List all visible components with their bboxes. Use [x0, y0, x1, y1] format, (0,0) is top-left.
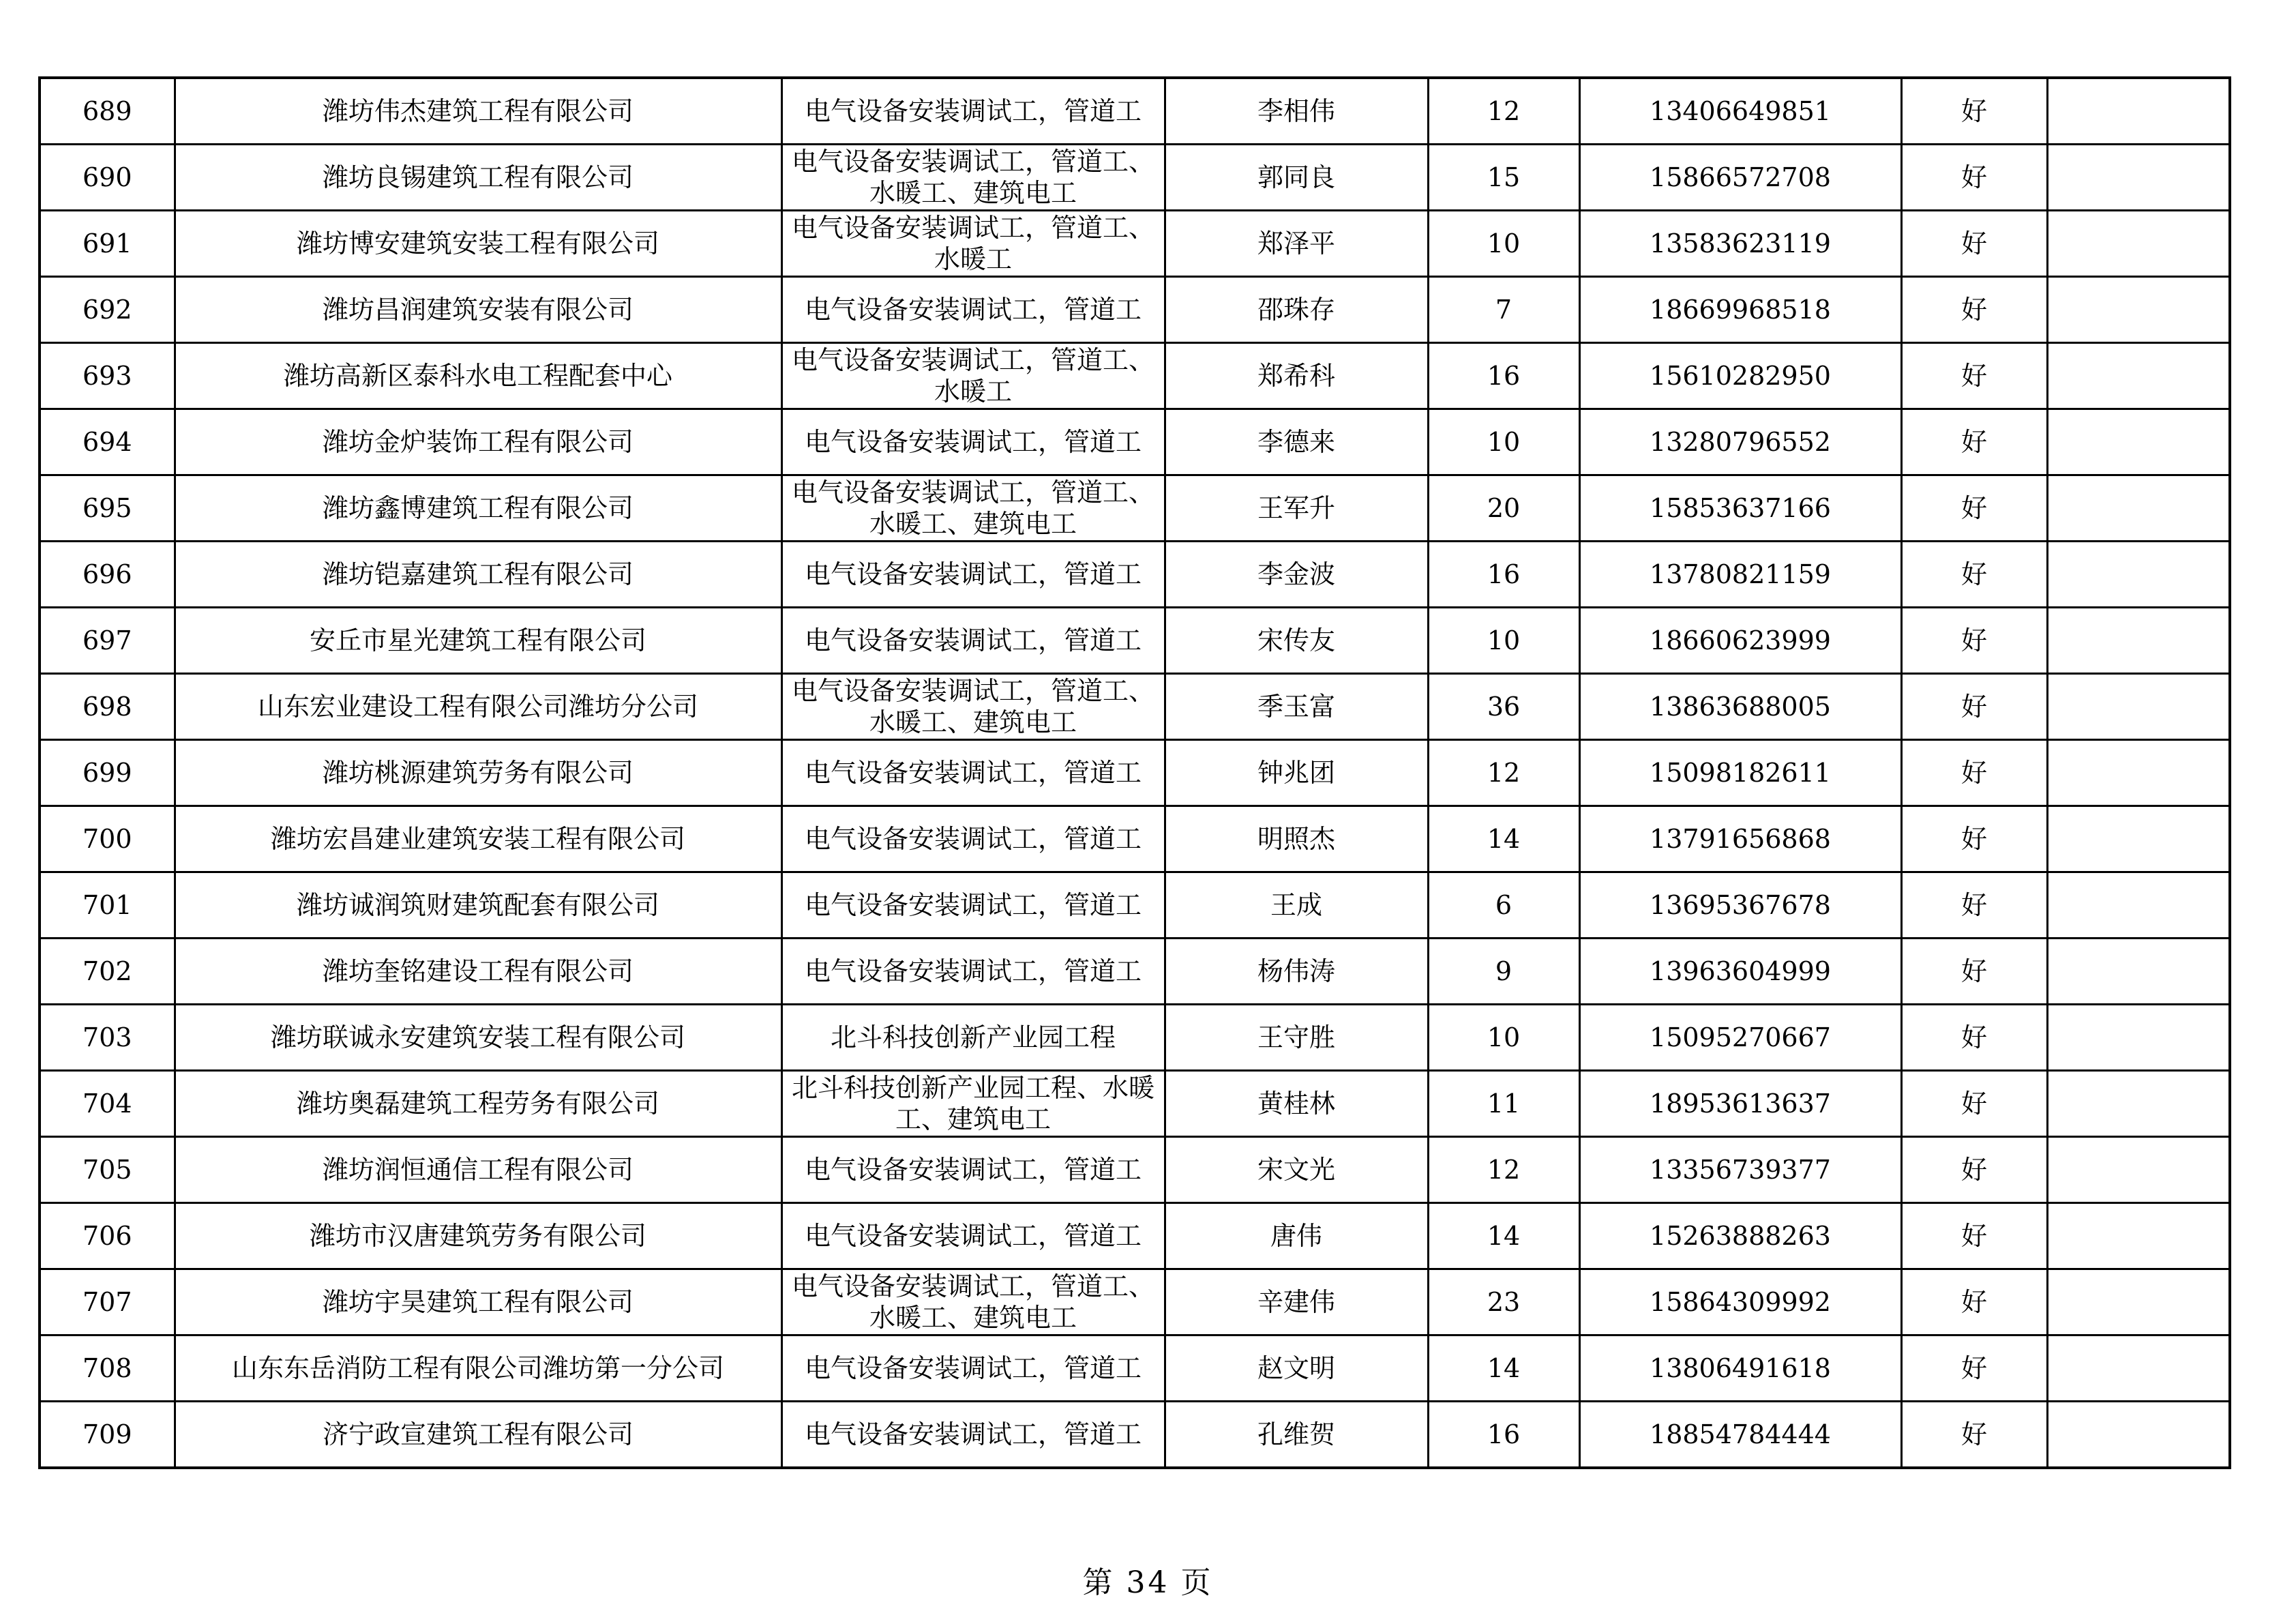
cell-count: 16 [1428, 542, 1579, 608]
cell-trade: 电气设备安装调试工，管道工 [781, 1335, 1165, 1402]
cell-trade: 电气设备安装调试工，管道工 [781, 939, 1165, 1005]
cell-trade: 电气设备安装调试工，管道工、水暖工 [781, 211, 1165, 277]
table-row [40, 1203, 2230, 1269]
table-row [40, 542, 2230, 608]
cell-phone: 13356739377 [1579, 1137, 1901, 1203]
cell-evaluation: 好 [1901, 806, 2047, 872]
cell-trade: 电气设备安装调试工，管道工 [781, 78, 1165, 145]
table-row [40, 608, 2230, 674]
cell-trade: 电气设备安装调试工，管道工 [781, 409, 1165, 475]
cell-company: 潍坊润恒通信工程有限公司 [175, 1137, 781, 1203]
cell-contact: 唐伟 [1165, 1203, 1428, 1269]
cell-evaluation: 好 [1901, 542, 2047, 608]
cell-number: 691 [40, 211, 175, 277]
page-footer-prefix: 第 [1082, 1565, 1116, 1600]
table-row [40, 475, 2230, 542]
cell-count: 36 [1428, 674, 1579, 740]
cell-company: 安丘市星光建筑工程有限公司 [175, 608, 781, 674]
cell-evaluation: 好 [1901, 740, 2047, 806]
cell-phone: 15864309992 [1579, 1269, 1901, 1335]
cell-contact: 郭同良 [1165, 145, 1428, 211]
cell-note [2047, 542, 2230, 608]
cell-evaluation: 好 [1901, 608, 2047, 674]
cell-number: 692 [40, 277, 175, 343]
cell-count: 14 [1428, 1203, 1579, 1269]
cell-company: 潍坊昌润建筑安装有限公司 [175, 277, 781, 343]
cell-note [2047, 78, 2230, 145]
cell-company: 潍坊诚润筑财建筑配套有限公司 [175, 872, 781, 939]
cell-count: 12 [1428, 1137, 1579, 1203]
cell-number: 704 [40, 1071, 175, 1137]
table-row [40, 872, 2230, 939]
cell-count: 10 [1428, 1005, 1579, 1071]
cell-phone: 13963604999 [1579, 939, 1901, 1005]
cell-contact: 王成 [1165, 872, 1428, 939]
cell-contact: 黄桂林 [1165, 1071, 1428, 1137]
table-row [40, 1402, 2230, 1468]
cell-phone: 15853637166 [1579, 475, 1901, 542]
cell-number: 707 [40, 1269, 175, 1335]
cell-phone: 18854784444 [1579, 1402, 1901, 1468]
cell-number: 702 [40, 939, 175, 1005]
table-row [40, 1137, 2230, 1203]
cell-contact: 郑希科 [1165, 343, 1428, 409]
cell-phone: 15095270667 [1579, 1005, 1901, 1071]
cell-contact: 邵珠存 [1165, 277, 1428, 343]
cell-count: 14 [1428, 1335, 1579, 1402]
cell-trade: 电气设备安装调试工，管道工、水暖工、建筑电工 [781, 475, 1165, 542]
cell-evaluation: 好 [1901, 872, 2047, 939]
cell-count: 16 [1428, 1402, 1579, 1468]
cell-phone: 13780821159 [1579, 542, 1901, 608]
cell-phone: 13280796552 [1579, 409, 1901, 475]
cell-phone: 13791656868 [1579, 806, 1901, 872]
cell-number: 694 [40, 409, 175, 475]
cell-note [2047, 1402, 2230, 1468]
cell-contact: 杨伟涛 [1165, 939, 1428, 1005]
table-row [40, 674, 2230, 740]
cell-contact: 明照杰 [1165, 806, 1428, 872]
cell-trade: 电气设备安装调试工，管道工、水暖工、建筑电工 [781, 674, 1165, 740]
page-footer-suffix: 页 [1180, 1565, 1214, 1600]
cell-company: 潍坊铠嘉建筑工程有限公司 [175, 542, 781, 608]
cell-note [2047, 1137, 2230, 1203]
table-row [40, 343, 2230, 409]
cell-phone: 13406649851 [1579, 78, 1901, 145]
table-row [40, 277, 2230, 343]
cell-count: 10 [1428, 608, 1579, 674]
table-row [40, 409, 2230, 475]
cell-trade: 电气设备安装调试工，管道工、水暖工、建筑电工 [781, 1269, 1165, 1335]
cell-note [2047, 1203, 2230, 1269]
table-row [40, 806, 2230, 872]
cell-trade: 电气设备安装调试工，管道工 [781, 1402, 1165, 1468]
cell-evaluation: 好 [1901, 1402, 2047, 1468]
cell-evaluation: 好 [1901, 343, 2047, 409]
cell-number: 699 [40, 740, 175, 806]
cell-evaluation: 好 [1901, 1269, 2047, 1335]
cell-evaluation: 好 [1901, 1203, 2047, 1269]
cell-contact: 季玉富 [1165, 674, 1428, 740]
cell-phone: 13806491618 [1579, 1335, 1901, 1402]
table-row [40, 1071, 2230, 1137]
cell-note [2047, 806, 2230, 872]
cell-company: 潍坊伟杰建筑工程有限公司 [175, 78, 781, 145]
cell-evaluation: 好 [1901, 1137, 2047, 1203]
cell-note [2047, 1269, 2230, 1335]
cell-count: 10 [1428, 409, 1579, 475]
table-row [40, 1335, 2230, 1402]
cell-phone: 15098182611 [1579, 740, 1901, 806]
cell-count: 7 [1428, 277, 1579, 343]
cell-phone: 15866572708 [1579, 145, 1901, 211]
cell-note [2047, 145, 2230, 211]
cell-contact: 宋文光 [1165, 1137, 1428, 1203]
cell-evaluation: 好 [1901, 674, 2047, 740]
cell-contact: 郑泽平 [1165, 211, 1428, 277]
cell-evaluation: 好 [1901, 145, 2047, 211]
cell-trade: 电气设备安装调试工，管道工、水暖工 [781, 343, 1165, 409]
cell-contact: 王军升 [1165, 475, 1428, 542]
cell-company: 潍坊桃源建筑劳务有限公司 [175, 740, 781, 806]
cell-number: 697 [40, 608, 175, 674]
cell-contact: 辛建伟 [1165, 1269, 1428, 1335]
cell-company: 潍坊鑫博建筑工程有限公司 [175, 475, 781, 542]
cell-company: 山东宏业建设工程有限公司潍坊分公司 [175, 674, 781, 740]
cell-contact: 赵文明 [1165, 1335, 1428, 1402]
cell-contact: 宋传友 [1165, 608, 1428, 674]
cell-contact: 李金波 [1165, 542, 1428, 608]
cell-phone: 13583623119 [1579, 211, 1901, 277]
cell-phone: 18660623999 [1579, 608, 1901, 674]
cell-phone: 15610282950 [1579, 343, 1901, 409]
cell-contact: 李德来 [1165, 409, 1428, 475]
cell-trade: 电气设备安装调试工，管道工、水暖工、建筑电工 [781, 145, 1165, 211]
cell-count: 12 [1428, 78, 1579, 145]
cell-contact: 钟兆团 [1165, 740, 1428, 806]
cell-number: 695 [40, 475, 175, 542]
cell-company: 潍坊奎铭建设工程有限公司 [175, 939, 781, 1005]
cell-number: 709 [40, 1402, 175, 1468]
cell-phone: 18953613637 [1579, 1071, 1901, 1137]
cell-note [2047, 409, 2230, 475]
cell-number: 689 [40, 78, 175, 145]
cell-phone: 15263888263 [1579, 1203, 1901, 1269]
cell-note [2047, 608, 2230, 674]
cell-contact: 孔维贺 [1165, 1402, 1428, 1468]
cell-note [2047, 277, 2230, 343]
cell-trade: 电气设备安装调试工，管道工 [781, 740, 1165, 806]
cell-phone: 13863688005 [1579, 674, 1901, 740]
cell-evaluation: 好 [1901, 409, 2047, 475]
cell-evaluation: 好 [1901, 211, 2047, 277]
cell-trade: 电气设备安装调试工，管道工 [781, 1137, 1165, 1203]
cell-trade: 北斗科技创新产业园工程 [781, 1005, 1165, 1071]
cell-count: 20 [1428, 475, 1579, 542]
table-row [40, 78, 2230, 145]
cell-evaluation: 好 [1901, 939, 2047, 1005]
cell-count: 6 [1428, 872, 1579, 939]
cell-number: 708 [40, 1335, 175, 1402]
table-row [40, 939, 2230, 1005]
cell-note [2047, 211, 2230, 277]
cell-number: 698 [40, 674, 175, 740]
cell-trade: 电气设备安装调试工，管道工 [781, 542, 1165, 608]
cell-note [2047, 740, 2230, 806]
cell-number: 706 [40, 1203, 175, 1269]
cell-phone: 13695367678 [1579, 872, 1901, 939]
cell-phone: 18669968518 [1579, 277, 1901, 343]
cell-count: 9 [1428, 939, 1579, 1005]
cell-trade: 电气设备安装调试工，管道工 [781, 608, 1165, 674]
cell-evaluation: 好 [1901, 1335, 2047, 1402]
table-row [40, 211, 2230, 277]
cell-number: 703 [40, 1005, 175, 1071]
cell-company: 潍坊宏昌建业建筑安装工程有限公司 [175, 806, 781, 872]
cell-note [2047, 872, 2230, 939]
cell-company: 潍坊奥磊建筑工程劳务有限公司 [175, 1071, 781, 1137]
cell-company: 山东东岳消防工程有限公司潍坊第一分公司 [175, 1335, 781, 1402]
table-row [40, 145, 2230, 211]
cell-trade: 北斗科技创新产业园工程、水暖工、建筑电工 [781, 1071, 1165, 1137]
cell-note [2047, 1071, 2230, 1137]
cell-contact: 李相伟 [1165, 78, 1428, 145]
cell-company: 潍坊博安建筑安装工程有限公司 [175, 211, 781, 277]
cell-trade: 电气设备安装调试工，管道工 [781, 806, 1165, 872]
cell-evaluation: 好 [1901, 1005, 2047, 1071]
cell-note [2047, 343, 2230, 409]
cell-evaluation: 好 [1901, 277, 2047, 343]
cell-evaluation: 好 [1901, 78, 2047, 145]
cell-count: 16 [1428, 343, 1579, 409]
cell-number: 693 [40, 343, 175, 409]
cell-note [2047, 1335, 2230, 1402]
cell-note [2047, 1005, 2230, 1071]
cell-company: 潍坊良锡建筑工程有限公司 [175, 145, 781, 211]
cell-company: 济宁政宣建筑工程有限公司 [175, 1402, 781, 1468]
table-row [40, 740, 2230, 806]
page-footer [0, 1558, 2296, 1601]
cell-count: 11 [1428, 1071, 1579, 1137]
cell-number: 690 [40, 145, 175, 211]
cell-count: 10 [1428, 211, 1579, 277]
cell-note [2047, 475, 2230, 542]
cell-company: 潍坊宇昊建筑工程有限公司 [175, 1269, 781, 1335]
cell-number: 701 [40, 872, 175, 939]
cell-number: 700 [40, 806, 175, 872]
cell-evaluation: 好 [1901, 1071, 2047, 1137]
table-row [40, 1005, 2230, 1071]
cell-count: 14 [1428, 806, 1579, 872]
cell-count: 15 [1428, 145, 1579, 211]
page-number: 34 [1126, 1565, 1170, 1600]
cell-contact: 王守胜 [1165, 1005, 1428, 1071]
cell-company: 潍坊金炉装饰工程有限公司 [175, 409, 781, 475]
cell-number: 696 [40, 542, 175, 608]
cell-evaluation: 好 [1901, 475, 2047, 542]
cell-trade: 电气设备安装调试工，管道工 [781, 277, 1165, 343]
cell-trade: 电气设备安装调试工，管道工 [781, 872, 1165, 939]
cell-number: 705 [40, 1137, 175, 1203]
company-table [38, 76, 2231, 1469]
cell-count: 12 [1428, 740, 1579, 806]
cell-count: 23 [1428, 1269, 1579, 1335]
cell-note [2047, 674, 2230, 740]
cell-company: 潍坊市汉唐建筑劳务有限公司 [175, 1203, 781, 1269]
table-body [40, 78, 2230, 1468]
cell-note [2047, 939, 2230, 1005]
cell-company: 潍坊高新区泰科水电工程配套中心 [175, 343, 781, 409]
table-row [40, 1269, 2230, 1335]
cell-trade: 电气设备安装调试工，管道工 [781, 1203, 1165, 1269]
cell-company: 潍坊联诚永安建筑安装工程有限公司 [175, 1005, 781, 1071]
